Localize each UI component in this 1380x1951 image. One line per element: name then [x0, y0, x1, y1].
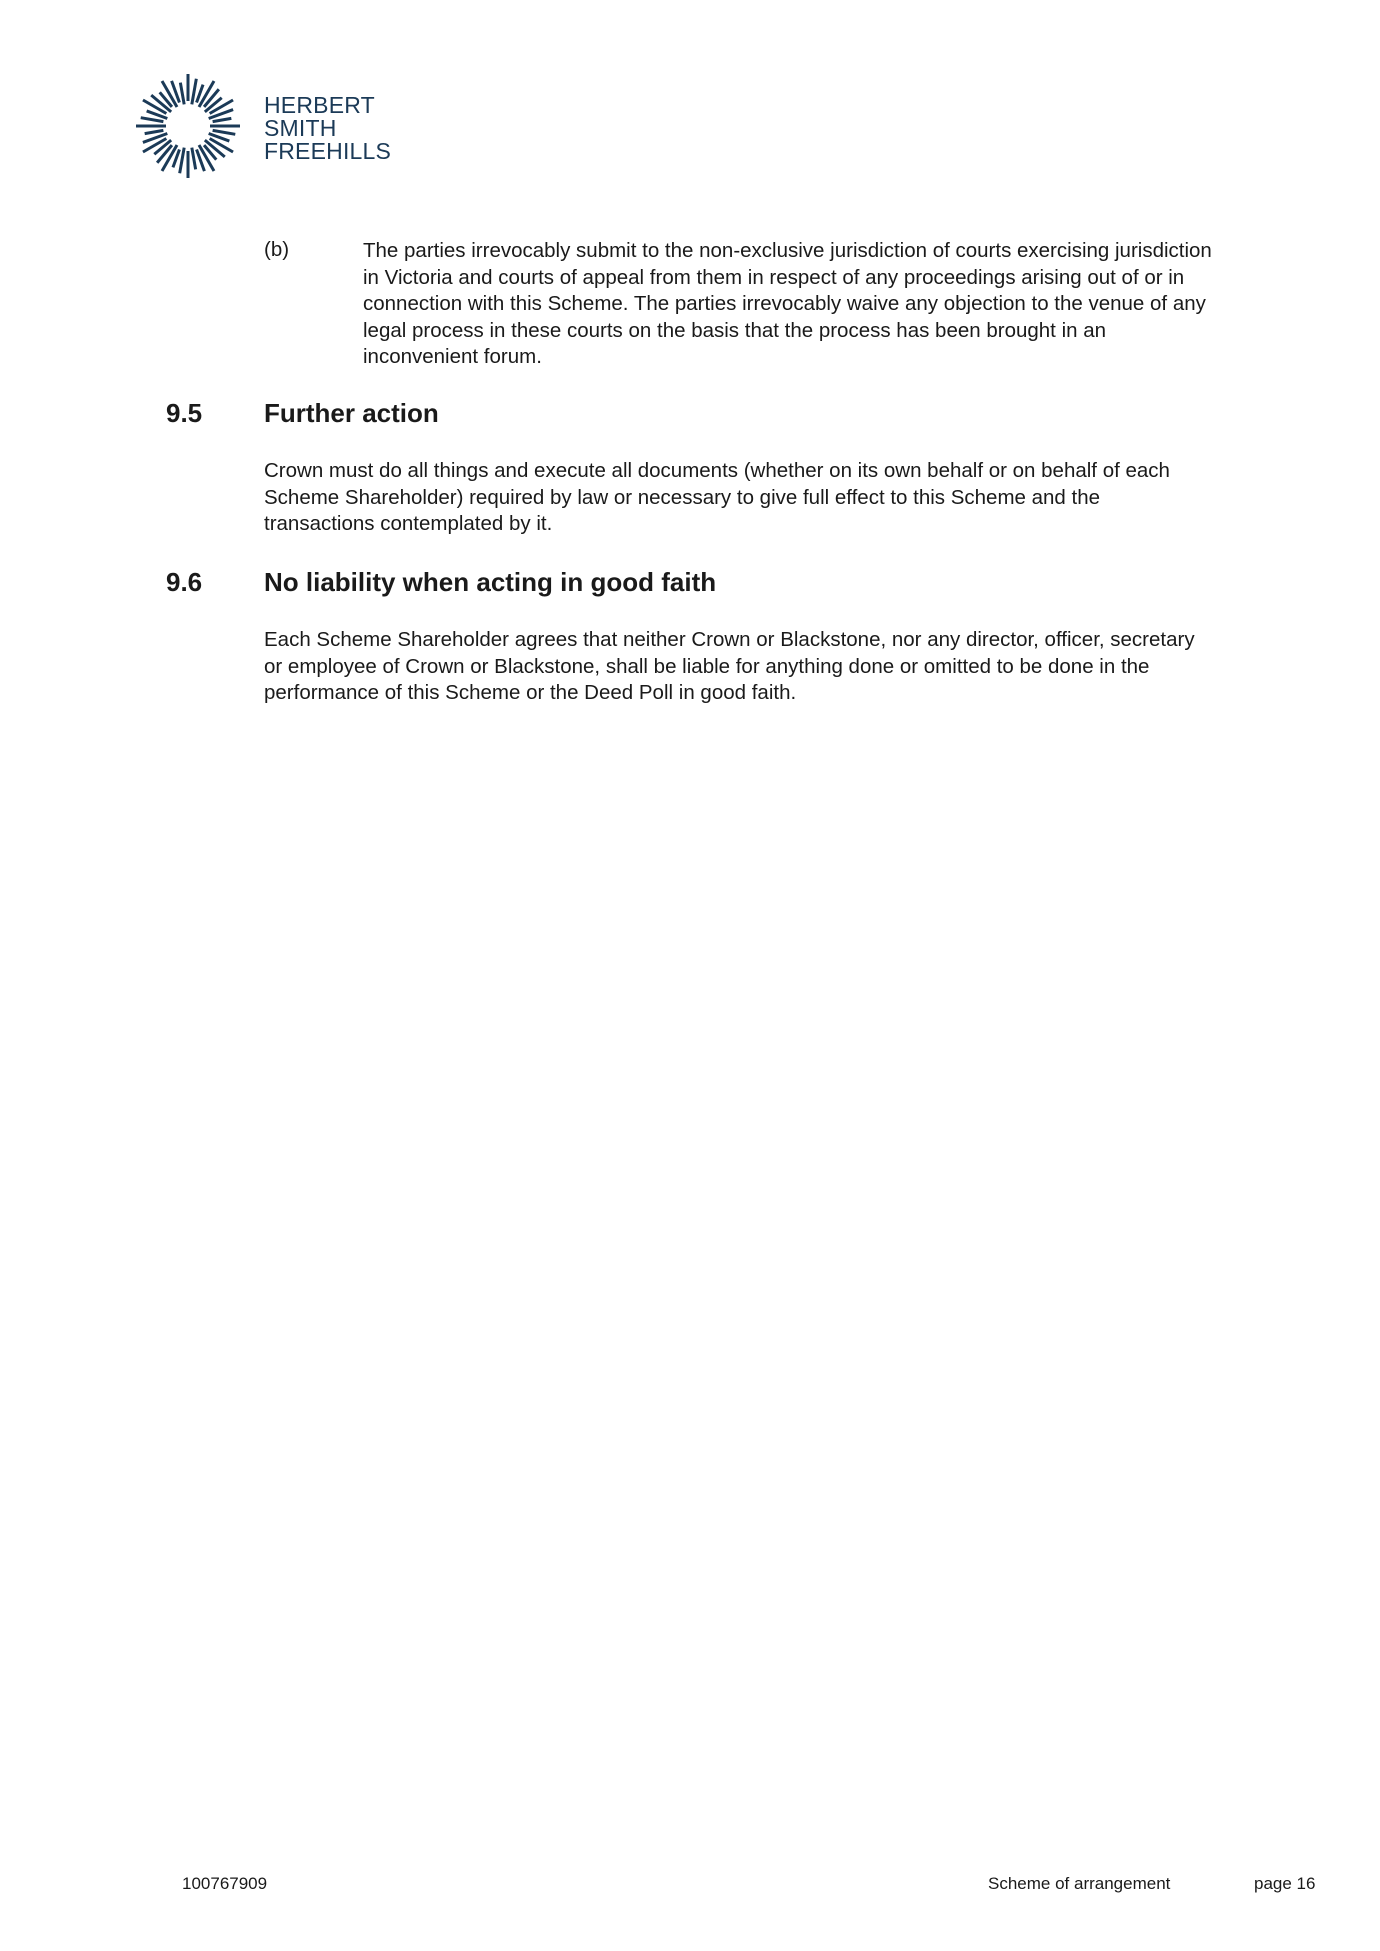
logo-line-herbert: HERBERT	[264, 92, 375, 118]
logo-line-smith: SMITH	[264, 115, 337, 141]
clause-label: (b)	[264, 238, 290, 261]
logo-line-freehills: FREEHILLS	[264, 138, 392, 164]
section-number-9-6: 9.6	[166, 567, 203, 597]
section-body-9-5: Crown must do all things and execute all documents (whether on its own behalf or on behalf of each Scheme Shareholder) required by law or necessary to give full effect to this Scheme and the transactions contemplated by it.	[264, 459, 1170, 536]
clause-text: The parties irrevocably submit to the non-exclusive jurisdiction of courts exercising jurisdiction in Victoria and courts of appeal from them in respect of any proceedings arising out of or in connection with this Scheme. The parties irrevocably waive any objection to the venue of any legal process in these courts on the basis that the process has been brought in an inconvenient forum.	[363, 239, 1212, 369]
logo-ray	[180, 148, 185, 174]
logo-ray	[145, 130, 164, 133]
footer-doc-title: Scheme of arrangement	[988, 1874, 1171, 1893]
sunburst-logo-icon	[132, 70, 244, 182]
section-body-9-6: Each Scheme Shareholder agrees that neither Crown or Blackstone, nor any director, officer, secretary or employee of Crown or Blackstone, shall be liable for anything done or omitted to be done in the performance of this Scheme or the Deed Poll in good faith.	[264, 628, 1195, 705]
footer-page-number: page 16	[1254, 1874, 1316, 1893]
logo-ray	[180, 83, 184, 105]
logo	[132, 70, 512, 190]
logo-ray	[192, 148, 196, 170]
section-heading-9-6: No liability when acting in good faith	[264, 567, 717, 597]
logo-ray	[141, 118, 164, 122]
logo-text	[264, 94, 391, 163]
section-number-9-5: 9.5	[166, 398, 203, 428]
logo-ray	[213, 118, 232, 121]
logo-ray	[192, 79, 197, 105]
logo-ray	[213, 130, 236, 134]
section-heading-9-5: Further action	[264, 398, 439, 428]
footer-doc-id: 100767909	[182, 1874, 268, 1893]
